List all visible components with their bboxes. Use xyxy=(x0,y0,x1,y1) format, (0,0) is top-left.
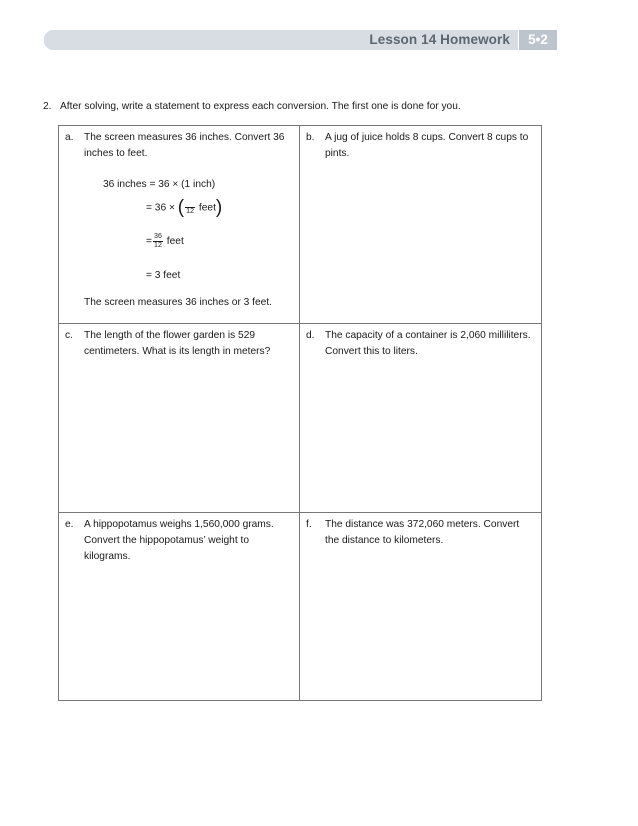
left-paren: ( xyxy=(177,197,185,218)
cell-c-label: c. xyxy=(65,330,73,341)
question-number: 2. xyxy=(43,101,52,112)
question-text: After solving, write a statement to express each conversion. The first one is done for you. xyxy=(60,101,461,112)
work-line-4: = 3 feet xyxy=(146,270,181,281)
lesson-title: Lesson 14 Homework xyxy=(369,32,510,47)
cell-a xyxy=(59,126,300,324)
work-line-2-prefix: = 36 × xyxy=(146,202,175,214)
work-line-1: 36 inches = 36 × (1 inch) xyxy=(103,179,216,190)
work-line-2 xyxy=(146,197,223,218)
fraction-denominator: 12 xyxy=(154,242,162,249)
cell-e-label: e. xyxy=(65,519,74,530)
question-prompt xyxy=(43,100,603,113)
cell-d-prompt: The capacity of a container is 2,060 milliliters. Convert this to liters. xyxy=(325,330,531,357)
conversion-grid xyxy=(58,125,542,701)
cell-e-prompt: A hippopotamus weighs 1,560,000 grams. Convert the hippopotamus’ weight to kilograms. xyxy=(84,519,274,562)
work-line-3-unit: feet xyxy=(166,236,184,248)
cell-c[interactable] xyxy=(59,324,300,513)
fraction-denominator: 12 xyxy=(186,208,194,215)
cell-c-prompt: The length of the flower garden is 529 centimeters. What is its length in meters? xyxy=(84,330,271,357)
cell-b[interactable] xyxy=(300,126,542,324)
cell-e[interactable] xyxy=(59,513,300,701)
fraction-numerator: 36 xyxy=(154,233,162,240)
lesson-header-bar xyxy=(44,30,518,50)
work-line-2-unit: feet xyxy=(198,202,216,214)
cell-d-label: d. xyxy=(306,330,315,341)
cell-b-label: b. xyxy=(306,132,315,143)
work-line-3 xyxy=(146,233,184,250)
cell-f[interactable] xyxy=(300,513,542,701)
cell-a-prompt: The screen measures 36 inches. Convert 36 inches to feet. xyxy=(84,132,285,159)
fraction-36-over-12 xyxy=(153,233,163,250)
cell-d[interactable] xyxy=(300,324,542,513)
cell-a-label: a. xyxy=(65,132,74,143)
fraction-one-twelfth xyxy=(185,200,195,216)
example-statement: The screen measures 36 inches or 3 feet. xyxy=(84,297,273,308)
cell-f-prompt: The distance was 372,060 meters. Convert the distance to kilometers. xyxy=(325,519,520,546)
right-paren: ) xyxy=(215,197,223,218)
work-line-3-prefix: = xyxy=(146,236,152,248)
module-badge: 5•2 xyxy=(519,30,557,50)
cell-b-prompt: A jug of juice holds 8 cups. Convert 8 cups to pints. xyxy=(325,132,529,159)
cell-f-label: f. xyxy=(306,519,312,530)
